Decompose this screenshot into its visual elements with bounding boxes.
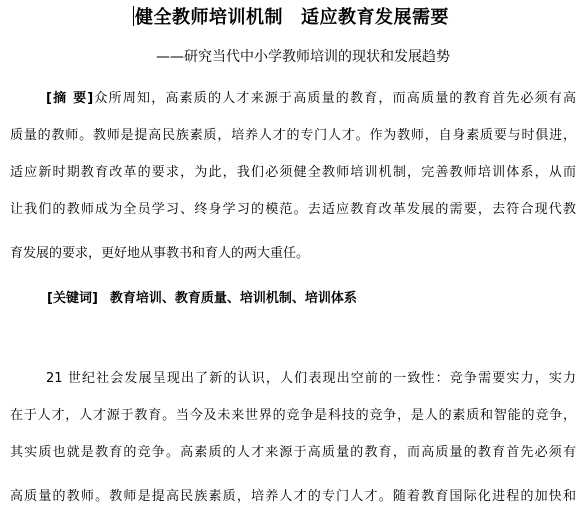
text-cursor — [133, 6, 134, 26]
title-part-2: 适应教育发展需要 — [301, 7, 449, 28]
keywords-line — [47, 289, 357, 309]
abstract-label: [摘 要] — [46, 91, 94, 106]
abstract-line-1 — [46, 89, 576, 109]
abstract-line-5: 育发展的要求，更好地从事教书和育人的两大重任。 — [10, 246, 310, 261]
title-part-1: 健全教师培训机制 — [135, 7, 283, 28]
abstract-line-2: 质量的教师。教师是提高民族素质，培养人才的专门人才。作为教师，自身素质要与时俱进， — [10, 128, 576, 143]
body-line-4: 高质量的教师。教师是提高民族素质，培养人才的专门人才。随着教育国际化进程的加快和 — [10, 489, 576, 504]
body-line-1: 21 世纪社会发展呈现出了新的认识，人们表现出空前的一致性：竞争需要实力，实力 — [46, 371, 576, 386]
document-subtitle: ——研究当代中小学教师培训的现状和发展趋势 — [156, 49, 450, 65]
abstract-line-4: 让我们的教师成为全员学习、终身学习的模范。去适应教育改革发展的需要，去符合现代教 — [10, 202, 576, 217]
body-line-2: 在于人才，人才源于教育。当今及未来世界的竞争是科技的竞争，是人的素质和智能的竞争， — [10, 408, 576, 423]
abstract-line-1-text: 众所周知，高素质的人才来源于高质量的教育，而高质量的教育首先必须有高 — [93, 91, 576, 106]
document-title — [0, 6, 582, 30]
keywords-text: 教育培训、教育质量、培训机制、培训体系 — [109, 291, 357, 306]
abstract-line-3: 适应新时期教育改革的要求，为此，我们必须健全教师培训机制，完善教师培训体系，从而 — [10, 165, 576, 180]
body-line-3: 其实质也就是教育的竞争。高素质的人才来源于高质量的教育，而高质量的教育首先必须有 — [10, 445, 576, 460]
keywords-label: [关键词] — [47, 291, 98, 306]
